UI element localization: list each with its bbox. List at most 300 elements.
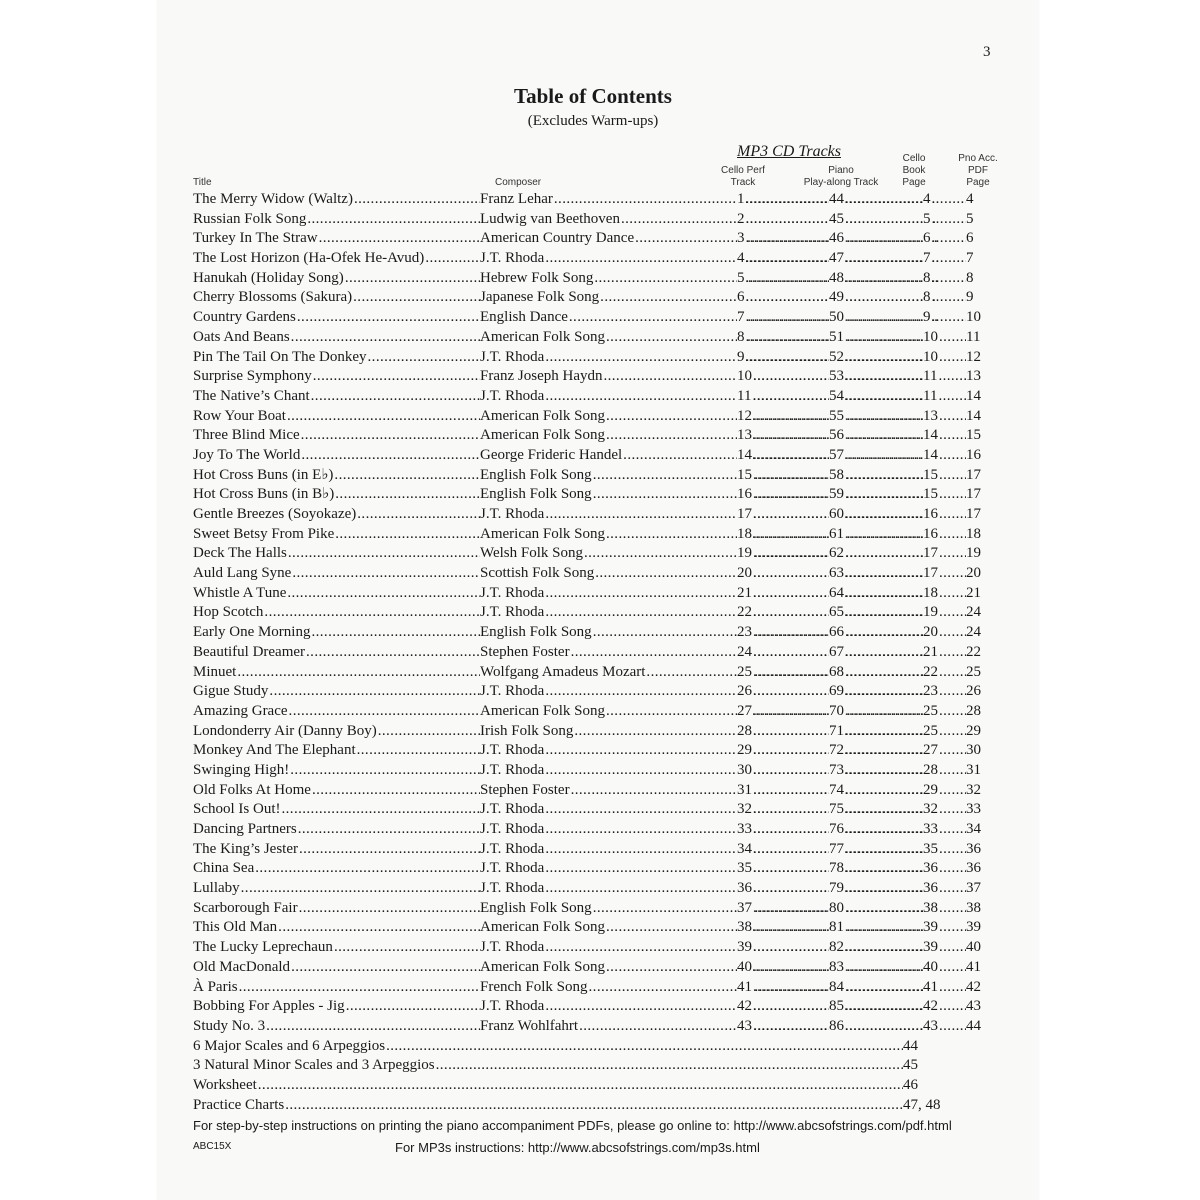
- entry-cello-book-page: [923, 741, 968, 761]
- entry-composer-text: J.T. Rhoda: [480, 604, 545, 621]
- entry-title: [193, 348, 480, 368]
- entry-cello-perf-track-text: 11: [737, 387, 752, 404]
- entry-composer-text: American Country Dance: [480, 230, 635, 247]
- entry-title-text: Country Gardens: [193, 309, 296, 326]
- entry-title-text: China Sea: [193, 860, 255, 877]
- entry-piano-track: [829, 229, 925, 249]
- entry-title: [193, 899, 480, 919]
- toc-row: [193, 544, 993, 564]
- entry-cello-book-page-text: 8: [923, 289, 931, 306]
- entry-piano-track-text: 50: [829, 309, 844, 326]
- toc-row: [193, 899, 993, 919]
- toc-row: [193, 741, 993, 761]
- entry-pdf-page-text: 21: [966, 584, 981, 601]
- entry-piano-track-text: 56: [829, 427, 844, 444]
- entry-cello-book-page: [923, 485, 968, 505]
- entry-title-text: This Old Man: [193, 919, 278, 936]
- entry-pdf-page-text: 24: [966, 624, 981, 641]
- entry-cello-book-page: [923, 623, 968, 643]
- extra-page-text: 47, 48: [903, 1096, 941, 1113]
- entry-cello-book-page: [923, 643, 968, 663]
- entry-title: [193, 840, 480, 860]
- entry-piano-track-text: 82: [829, 939, 844, 956]
- entry-pdf-page: [966, 229, 991, 249]
- entry-piano-track: [829, 978, 925, 998]
- entry-piano-track-text: 60: [829, 506, 844, 522]
- entry-piano-track: [829, 938, 925, 958]
- entry-piano-track: [829, 682, 925, 702]
- entry-composer-text: J.T. Rhoda: [480, 761, 545, 778]
- entry-title: [193, 367, 480, 387]
- entry-pdf-page: [966, 682, 991, 702]
- entry-title: [193, 958, 480, 978]
- entry-cello-book-page-text: 10: [923, 328, 938, 345]
- entry-cello-book-page-text: 36: [923, 860, 938, 877]
- entry-piano-track-text: 75: [829, 801, 844, 818]
- extra-title-text: 6 Major Scales and 6 Arpeggios: [193, 1037, 386, 1054]
- product-code: ABC15X: [193, 1141, 232, 1152]
- entry-piano-track: [829, 899, 925, 919]
- entry-pdf-page-text: 6: [966, 230, 974, 247]
- extra-title-text: Worksheet: [193, 1076, 257, 1093]
- entry-pdf-page-text: 22: [966, 643, 981, 660]
- entry-cello-perf-track-text: 6: [737, 289, 745, 306]
- entry-piano-track-text: 78: [829, 860, 844, 877]
- entry-piano-track: [829, 269, 925, 289]
- entry-pdf-page: [966, 348, 991, 368]
- entry-cello-book-page: [923, 918, 968, 938]
- entry-cello-book-page: [923, 761, 968, 781]
- entry-cello-perf-track-text: 28: [737, 722, 752, 739]
- entry-title: [193, 623, 480, 643]
- entry-pdf-page: [966, 544, 991, 564]
- entry-cello-perf-track-text: 38: [737, 919, 752, 936]
- entry-cello-book-page-text: 9: [923, 309, 931, 326]
- entry-cello-book-page-text: 39: [923, 939, 938, 956]
- entry-piano-track: [829, 505, 925, 525]
- entry-cello-book-page: [923, 387, 968, 407]
- entry-pdf-page: [966, 387, 991, 407]
- entry-pdf-page-text: 36: [966, 860, 981, 877]
- entry-piano-track: [829, 859, 925, 879]
- entry-piano-track: [829, 525, 925, 545]
- entry-cello-book-page-text: 13: [923, 407, 938, 424]
- entry-cello-perf-track-text: 43: [737, 1017, 752, 1034]
- entry-cello-book-page-text: 42: [923, 998, 938, 1015]
- entry-title-text: Amazing Grace: [193, 702, 288, 719]
- entry-pdf-page-text: 44: [966, 1017, 981, 1034]
- extra-page: [903, 1076, 993, 1096]
- entry-pdf-page: [966, 899, 991, 919]
- entry-title-text: The Lost Horizon (Ha-Ofek He-Avud): [193, 250, 425, 267]
- entry-pdf-page: [966, 840, 991, 860]
- column-header-piano-track: Piano Play-along Track: [803, 165, 879, 188]
- entry-cello-book-page: [923, 958, 968, 978]
- extra-page: [903, 1056, 993, 1076]
- entry-cello-perf-track: [737, 288, 831, 308]
- page-number: 3: [983, 44, 991, 60]
- entry-cello-book-page: [923, 348, 968, 368]
- entry-cello-perf-track-text: 27: [737, 702, 752, 719]
- entry-piano-track: [829, 564, 925, 584]
- entry-title-text: Surprise Symphony: [193, 368, 312, 385]
- entry-cello-book-page: [923, 820, 968, 840]
- entry-piano-track-text: 81: [829, 919, 844, 936]
- toc-row: [193, 249, 993, 269]
- entry-piano-track-text: 64: [829, 584, 844, 601]
- entry-cello-book-page-text: 18: [923, 584, 938, 601]
- entry-piano-track: [829, 663, 925, 683]
- entry-piano-track-text: 52: [829, 348, 844, 365]
- toc-extra-row: [193, 1037, 993, 1057]
- entry-title-text: The Lucky Leprechaun: [193, 939, 333, 956]
- entry-title-text: Three Blind Mice: [193, 427, 300, 444]
- entry-title-text: Beautiful Dreamer: [193, 643, 306, 660]
- entry-title: [193, 328, 480, 348]
- entry-pdf-page: [966, 1017, 991, 1037]
- entry-pdf-page-text: 15: [966, 427, 981, 444]
- entry-cello-book-page: [923, 603, 968, 623]
- entry-composer-text: Welsh Folk Song: [480, 545, 583, 562]
- entry-cello-book-page-text: 25: [923, 722, 938, 739]
- entry-piano-track-text: 69: [829, 683, 844, 700]
- toc-row: [193, 761, 993, 781]
- entry-cello-book-page: [923, 249, 968, 269]
- toc-row: [193, 505, 993, 525]
- entry-pdf-page: [966, 997, 991, 1017]
- entry-title-text: Hanukah (Holiday Song): [193, 269, 344, 286]
- entry-pdf-page: [966, 584, 991, 604]
- entry-pdf-page-text: 24: [966, 604, 981, 621]
- entry-piano-track: [829, 623, 925, 643]
- entry-cello-perf-track: [737, 544, 831, 564]
- entry-composer-text: Stephen Foster: [480, 781, 570, 798]
- toc-row: [193, 1017, 993, 1037]
- entry-cello-perf-track: [737, 367, 831, 387]
- entry-title: [193, 564, 480, 584]
- entry-pdf-page-text: 17: [966, 506, 981, 522]
- entry-cello-perf-track-text: 16: [737, 486, 752, 503]
- entry-piano-track-text: 55: [829, 407, 844, 424]
- entry-title-text: Deck The Halls: [193, 545, 287, 562]
- entry-piano-track-text: 47: [829, 250, 844, 267]
- entry-cello-book-page: [923, 840, 968, 860]
- entry-pdf-page: [966, 367, 991, 387]
- entry-title-text: Pin The Tail On The Donkey: [193, 348, 367, 365]
- entry-title: [193, 485, 480, 505]
- entry-piano-track: [829, 702, 925, 722]
- entry-title-text: Bobbing For Apples - Jig: [193, 998, 345, 1015]
- entry-cello-perf-track: [737, 643, 831, 663]
- toc-row: [193, 859, 993, 879]
- entry-cello-book-page-text: 7: [923, 250, 931, 267]
- entry-title-text: Gentle Breezes (Soyokaze): [193, 506, 357, 522]
- entry-pdf-page-text: 32: [966, 781, 981, 798]
- toc-row: [193, 387, 993, 407]
- entry-composer-text: Japanese Folk Song: [480, 289, 600, 306]
- entry-piano-track: [829, 741, 925, 761]
- entry-pdf-page: [966, 446, 991, 466]
- entry-pdf-page: [966, 859, 991, 879]
- entry-pdf-page: [966, 958, 991, 978]
- entry-piano-track: [829, 308, 925, 328]
- entry-title: [193, 544, 480, 564]
- entry-cello-book-page-text: 35: [923, 840, 938, 857]
- entry-pdf-page: [966, 918, 991, 938]
- entry-cello-book-page: [923, 722, 968, 742]
- entry-cello-book-page: [923, 190, 968, 210]
- entry-title: [193, 859, 480, 879]
- entry-composer-text: English Dance: [480, 309, 568, 326]
- entry-piano-track: [829, 249, 925, 269]
- entry-piano-track: [829, 446, 925, 466]
- entry-cello-book-page-text: 15: [923, 486, 938, 503]
- entry-cello-perf-track: [737, 249, 831, 269]
- entry-pdf-page: [966, 702, 991, 722]
- entry-cello-book-page: [923, 269, 968, 289]
- entry-cello-perf-track: [737, 761, 831, 781]
- entry-cello-book-page: [923, 505, 968, 525]
- entry-cello-book-page-text: 40: [923, 958, 938, 975]
- entry-pdf-page-text: 20: [966, 565, 981, 582]
- entry-cello-book-page: [923, 682, 968, 702]
- entry-composer-text: American Folk Song: [480, 328, 605, 345]
- toc-row: [193, 466, 993, 486]
- entry-cello-perf-track: [737, 663, 831, 683]
- entry-composer-text: American Folk Song: [480, 702, 605, 719]
- extra-title: [193, 1076, 913, 1096]
- entry-cello-book-page-text: 25: [923, 702, 938, 719]
- entry-piano-track: [829, 918, 925, 938]
- entry-cello-perf-track-text: 40: [737, 958, 752, 975]
- toc-row: [193, 879, 993, 899]
- entry-cello-perf-track: [737, 426, 831, 446]
- entry-cello-book-page: [923, 328, 968, 348]
- entry-piano-track-text: 67: [829, 643, 844, 660]
- entry-cello-perf-track: [737, 997, 831, 1017]
- toc-row: [193, 840, 993, 860]
- entry-title-text: Monkey And The Elephant: [193, 742, 356, 759]
- entry-cello-perf-track-text: 5: [737, 269, 745, 286]
- entry-cello-book-page: [923, 899, 968, 919]
- toc-row: [193, 328, 993, 348]
- entry-cello-perf-track-text: 29: [737, 742, 752, 759]
- entry-pdf-page-text: 7: [966, 250, 974, 267]
- entry-piano-track: [829, 781, 925, 801]
- toc-row: [193, 918, 993, 938]
- entry-piano-track-text: 46: [829, 230, 844, 247]
- entry-cello-perf-track-text: 2: [737, 210, 745, 227]
- entry-title-text: Sweet Betsy From Pike: [193, 525, 335, 542]
- toc-row: [193, 210, 993, 230]
- entry-cello-perf-track-text: 7: [737, 309, 745, 326]
- entry-title-text: Russian Folk Song: [193, 210, 307, 227]
- column-header-cello-book-page: Cello Book Page: [902, 153, 926, 188]
- entry-piano-track: [829, 367, 925, 387]
- entry-cello-perf-track-text: 32: [737, 801, 752, 818]
- entry-cello-perf-track: [737, 387, 831, 407]
- entry-pdf-page-text: 10: [966, 309, 981, 326]
- extra-title: [193, 1096, 913, 1116]
- mp3-instructions: For MP3s instructions: http://www.abcsofstrings.com/mp3s.html: [395, 1140, 760, 1155]
- entry-title-text: School Is Out!: [193, 801, 281, 818]
- entry-composer-text: J.T. Rhoda: [480, 387, 545, 404]
- toc-row: [193, 682, 993, 702]
- entry-piano-track: [829, 387, 925, 407]
- entry-title: [193, 584, 480, 604]
- entry-piano-track: [829, 584, 925, 604]
- entry-pdf-page: [966, 761, 991, 781]
- entry-piano-track-text: 72: [829, 742, 844, 759]
- entry-pdf-page-text: 33: [966, 801, 981, 818]
- toc-row: [193, 997, 993, 1017]
- entry-piano-track: [829, 466, 925, 486]
- entry-title: [193, 663, 480, 683]
- entry-pdf-page-text: 28: [966, 702, 981, 719]
- entry-composer-text: Franz Joseph Haydn: [480, 368, 603, 385]
- entry-piano-track: [829, 348, 925, 368]
- entry-cello-perf-track-text: 41: [737, 978, 752, 995]
- entry-pdf-page-text: 14: [966, 407, 981, 424]
- entry-cello-perf-track-text: 26: [737, 683, 752, 700]
- entry-pdf-page-text: 26: [966, 683, 981, 700]
- entry-cello-book-page: [923, 229, 968, 249]
- entry-title: [193, 525, 480, 545]
- extra-page: [903, 1096, 993, 1116]
- toc-row: [193, 229, 993, 249]
- entry-pdf-page-text: 5: [966, 210, 974, 227]
- entry-piano-track: [829, 722, 925, 742]
- entry-composer-text: Ludwig van Beethoven: [480, 210, 620, 227]
- entry-title-text: The King’s Jester: [193, 840, 298, 857]
- entry-piano-track-text: 65: [829, 604, 844, 621]
- entry-piano-track: [829, 485, 925, 505]
- toc-row: [193, 702, 993, 722]
- toc-row: [193, 938, 993, 958]
- entry-title: [193, 426, 480, 446]
- entry-cello-perf-track: [737, 603, 831, 623]
- entry-title: [193, 407, 480, 427]
- entry-pdf-page-text: 36: [966, 840, 981, 857]
- entry-piano-track-text: 49: [829, 289, 844, 306]
- entry-composer-text: J.T. Rhoda: [480, 840, 545, 857]
- entry-cello-book-page-text: 28: [923, 761, 938, 778]
- entry-piano-track-text: 70: [829, 702, 844, 719]
- toc-extra-row: [193, 1096, 993, 1116]
- entry-cello-book-page: [923, 564, 968, 584]
- toc-row: [193, 958, 993, 978]
- entry-cello-perf-track-text: 37: [737, 899, 752, 916]
- entry-piano-track-text: 77: [829, 840, 844, 857]
- entry-composer-text: J.T. Rhoda: [480, 683, 545, 700]
- entry-cello-book-page-text: 41: [923, 978, 938, 995]
- entry-cello-book-page-text: 11: [923, 387, 938, 404]
- entry-cello-book-page-text: 36: [923, 880, 938, 897]
- entry-pdf-page-text: 25: [966, 663, 981, 680]
- entry-piano-track-text: 66: [829, 624, 844, 641]
- entry-cello-book-page: [923, 781, 968, 801]
- entry-cello-book-page: [923, 663, 968, 683]
- entry-composer-text: Wolfgang Amadeus Mozart: [480, 663, 646, 680]
- entry-title: [193, 820, 480, 840]
- entry-cello-perf-track: [737, 702, 831, 722]
- entry-title: [193, 879, 480, 899]
- entry-piano-track-text: 76: [829, 821, 844, 837]
- entry-piano-track: [829, 800, 925, 820]
- entry-composer-text: American Folk Song: [480, 958, 605, 975]
- entry-cello-perf-track-text: 24: [737, 643, 752, 660]
- entry-composer-text: English Folk Song: [480, 899, 592, 916]
- entry-composer-text: American Folk Song: [480, 427, 605, 444]
- entry-title: [193, 800, 480, 820]
- entry-cello-book-page: [923, 367, 968, 387]
- entry-composer-text: J.T. Rhoda: [480, 821, 545, 837]
- entry-pdf-page: [966, 426, 991, 446]
- entry-pdf-page: [966, 663, 991, 683]
- toc-row: [193, 190, 993, 210]
- entry-cello-perf-track: [737, 210, 831, 230]
- entry-pdf-page-text: 4: [966, 191, 974, 207]
- entry-piano-track: [829, 879, 925, 899]
- entry-piano-track: [829, 643, 925, 663]
- entry-pdf-page-text: 16: [966, 446, 981, 463]
- entry-piano-track: [829, 210, 925, 230]
- entry-title: [193, 269, 480, 289]
- entry-title-text: Old Folks At Home: [193, 781, 311, 798]
- page-subtitle: (Excludes Warm-ups): [527, 113, 659, 129]
- entry-piano-track: [829, 544, 925, 564]
- entry-cello-perf-track-text: 30: [737, 761, 752, 778]
- entry-cello-book-page-text: 16: [923, 525, 938, 542]
- entry-piano-track: [829, 603, 925, 623]
- entry-cello-perf-track: [737, 190, 831, 210]
- entry-pdf-page-text: 31: [966, 761, 981, 778]
- entry-title: [193, 466, 480, 486]
- entry-piano-track-text: 62: [829, 545, 844, 562]
- entry-pdf-page: [966, 485, 991, 505]
- entry-cello-book-page-text: 14: [923, 446, 938, 463]
- entry-pdf-page-text: 43: [966, 998, 981, 1015]
- entry-pdf-page: [966, 781, 991, 801]
- entry-cello-perf-track: [737, 446, 831, 466]
- entry-cello-book-page-text: 19: [923, 604, 938, 621]
- column-header-cello-perf-track: Cello Perf Track: [721, 165, 765, 188]
- entry-pdf-page-text: 30: [966, 742, 981, 759]
- entry-cello-perf-track-text: 15: [737, 466, 752, 483]
- entry-title-text: Gigue Study: [193, 683, 269, 700]
- entry-title: [193, 308, 480, 328]
- entry-composer-text: French Folk Song: [480, 978, 588, 995]
- entry-pdf-page: [966, 741, 991, 761]
- column-header-pno-acc-pdf-page: Pno Acc. PDF Page: [958, 153, 998, 188]
- entry-composer-text: English Folk Song: [480, 486, 592, 503]
- entry-cello-perf-track: [737, 899, 831, 919]
- entry-pdf-page: [966, 210, 991, 230]
- entry-title: [193, 190, 480, 210]
- entry-cello-perf-track: [737, 938, 831, 958]
- entry-cello-book-page-text: 27: [923, 742, 938, 759]
- entry-title-text: Auld Lang Syne: [193, 565, 292, 582]
- entry-title: [193, 387, 480, 407]
- entry-title-text: Cherry Blossoms (Sakura): [193, 289, 353, 306]
- entry-cello-perf-track: [737, 859, 831, 879]
- entry-pdf-page: [966, 288, 991, 308]
- entry-piano-track-text: 53: [829, 368, 844, 385]
- entry-composer-text: J.T. Rhoda: [480, 506, 545, 522]
- entry-cello-perf-track: [737, 978, 831, 998]
- entry-cello-perf-track: [737, 584, 831, 604]
- entry-composer-text: English Folk Song: [480, 624, 592, 641]
